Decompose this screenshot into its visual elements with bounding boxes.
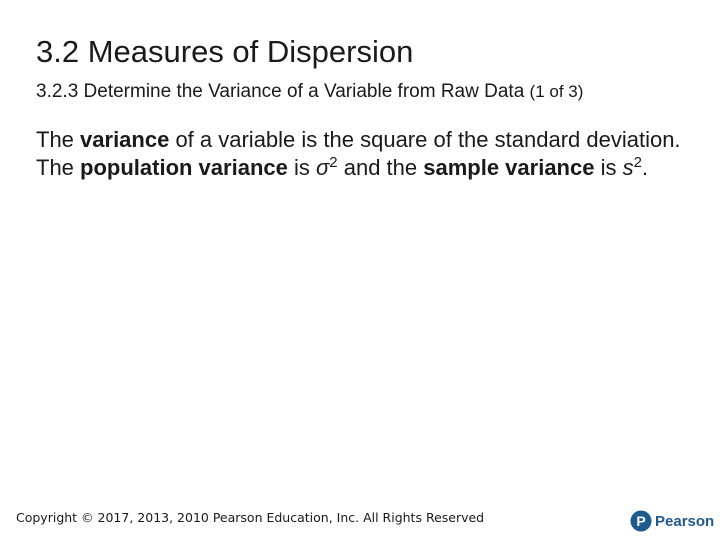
- pearson-logo: [630, 510, 714, 532]
- body-paragraph: [36, 126, 686, 182]
- body-text-6: .: [641, 155, 649, 180]
- term-population-variance: population variance: [80, 155, 288, 180]
- s-exponent: 2: [633, 154, 642, 171]
- pearson-logo-icon: [630, 510, 652, 532]
- body-text-4: and the: [337, 155, 424, 180]
- body-text-1: The: [36, 127, 81, 152]
- pearson-logo-letter: P: [636, 513, 646, 529]
- copyright-footer: Copyright © 2017, 2013, 2010 Pearson Education, Inc. All Rights Reserved: [16, 510, 485, 525]
- sigma-symbol: σ: [315, 155, 330, 180]
- slide-title: 3.2 Measures of Dispersion: [36, 34, 414, 69]
- sigma-exponent: 2: [329, 154, 338, 171]
- pearson-logo-word: Pearson: [655, 512, 715, 530]
- body-text-5: is: [594, 155, 623, 180]
- term-sample-variance: sample variance: [423, 155, 595, 180]
- slide-subtitle: [36, 81, 583, 103]
- s-symbol: s: [622, 155, 634, 180]
- body-text-3: is: [287, 155, 316, 180]
- subtitle-part-indicator: (1 of 3): [529, 82, 584, 101]
- subtitle-text: 3.2.3 Determine the Variance of a Variable from Raw Data: [36, 81, 525, 102]
- term-variance: variance: [80, 127, 170, 152]
- body-text-2: of a variable is the square of the standard deviation. The: [36, 127, 681, 180]
